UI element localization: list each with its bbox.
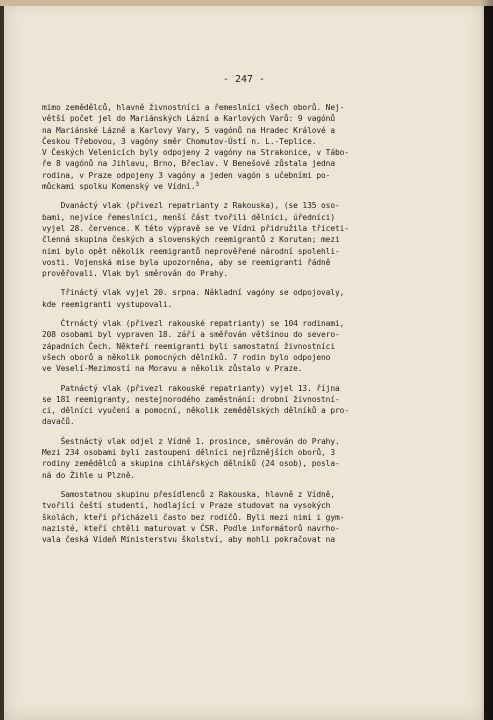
text-line: Patnáctý vlak (přivezl rakouské repatrianty) vyjel 13. října [42,383,340,393]
paragraph-gap [42,279,414,287]
text-line: Čtrnáctý vlak (přivezl rakouské repatrianty) se 104 rodinami, [42,319,345,329]
text-line: Mezi 234 osobami byli zastoupeni dělníci nejrůznějších oborů, 3 [42,448,335,458]
text-line: na Mariánské Lázně a Karlovy Vary, 5 vagónů na Hradec Králové a [42,125,335,135]
document-page [4,0,484,720]
text-line: Třináctý vlak vyjel 20. srpna. Nákladní vagóny se odpojovaly, [42,288,345,298]
paragraph-gap [42,192,414,200]
text-line: davačů. [42,417,75,427]
text-line: 208 osobami byl vypraven 18. září a směřován většinou do severo- [42,330,340,340]
paragraph-gap [42,310,414,318]
page-top-edge [0,0,493,6]
page-number: - 247 - [222,74,266,85]
text-line: členná skupina českých a slovenských reemigrantů z Korutan; mezi [42,235,340,245]
paragraph [42,383,414,428]
text-line: kde reemigranti vystupovali. [42,299,173,309]
text-line: všech oborů a několik pomocných dělníků. 7 rodin bylo odpojeno [42,352,331,362]
paragraph [42,489,414,545]
text-line: vosti. Vojenská mise byla upozorněna, aby se reemigranti řádně [42,257,331,267]
text-line: mimo zemědělců, hlavně živnostníci a řemeslníci všech oborů. Nej- [42,103,345,112]
text-line: vala česká Vídeň Ministerstvu školství, aby mohli pokračovat na [42,535,335,545]
text-line: větší počet jel do Mariánských Lázní a Karlových Varů: 9 vagónů [42,114,335,124]
text-line: nimi bylo opět několik reemigrantů neprověřené národní spolehli- [42,246,340,256]
text-line: ře 8 vagónů na Jihlavu, Brno, Břeclav. V Benešově zůstala jedna [42,159,335,169]
text-line: ci, dělníci vyučení a pomocní, několik zemědělských dělníků a pro- [42,406,349,416]
text-line: Šestnáctý vlak odjel z Vídně 1. prosince, směrován do Prahy. [42,436,340,446]
paragraph [42,436,414,481]
text-line [42,181,414,192]
paragraph [42,318,414,374]
text-line: vyjel 28. července. K této výpravě se ve Vídni přidružila třiceti- [42,223,349,233]
paragraph [42,200,414,279]
text-line: bami, nejvíce řemeslníci, menší část tvořili dělníci, úředníci) [42,212,335,222]
text-line: V Českých Velenicích byly odpojeny 2 vagóny na Strakonice, v Tábo- [42,148,349,158]
text-line: Českou Třebovou, 3 vagóny směr Chomutov-Ústí n. L.-Teplice. [42,136,317,146]
text-line: západních Čech. Někteří reemigranti byli samostatní živnostníci [42,341,335,351]
body-text [42,102,414,545]
paragraph-gap [42,481,414,489]
text-line-content: můckami spolku Komenský ve Vídni. [42,182,196,192]
paragraph [42,287,414,310]
text-line: Dvanáctý vlak (přivezl repatrianty z Rakouska), (se 135 oso- [42,201,340,211]
footnote-mark: 3 [195,181,199,189]
text-line: prověřovali. Vlak byl směrován do Prahy. [42,269,229,279]
text-line: nazisté, kteří chtěli maturovat v ČSR. Podle informátorů navrho- [42,523,340,533]
paragraph-gap [42,428,414,436]
text-line: rodina, v Praze odpojeny 3 vagóny a jeden vagón s učebními po- [42,170,331,180]
text-line: ve Veselí-Mezimostí na Moravu a několik zůstalo v Praze. [42,364,303,374]
paragraph-gap [42,375,414,383]
text-line: ná do Žihle u Plzně. [42,470,136,480]
page-shadow [481,0,493,720]
text-line: Samostatnou skupinu přesídlenců z Rakouska, hlavně z Vídně, [42,489,335,499]
text-line: tvořili čeští studenti, hodlající v Praze studovat na vysokých [42,501,331,511]
text-line: rodiny zemědělců a skupina cihlářských dělníků (24 osob), posla- [42,459,340,469]
text-line: se 181 reemigranty, nestejnorodého zaměstnání: drobní živnostní- [42,394,340,404]
text-line: školách, kteří přicházeli často bez rodičů. Byli mezi nimi i gym- [42,512,345,522]
paragraph [42,102,414,192]
